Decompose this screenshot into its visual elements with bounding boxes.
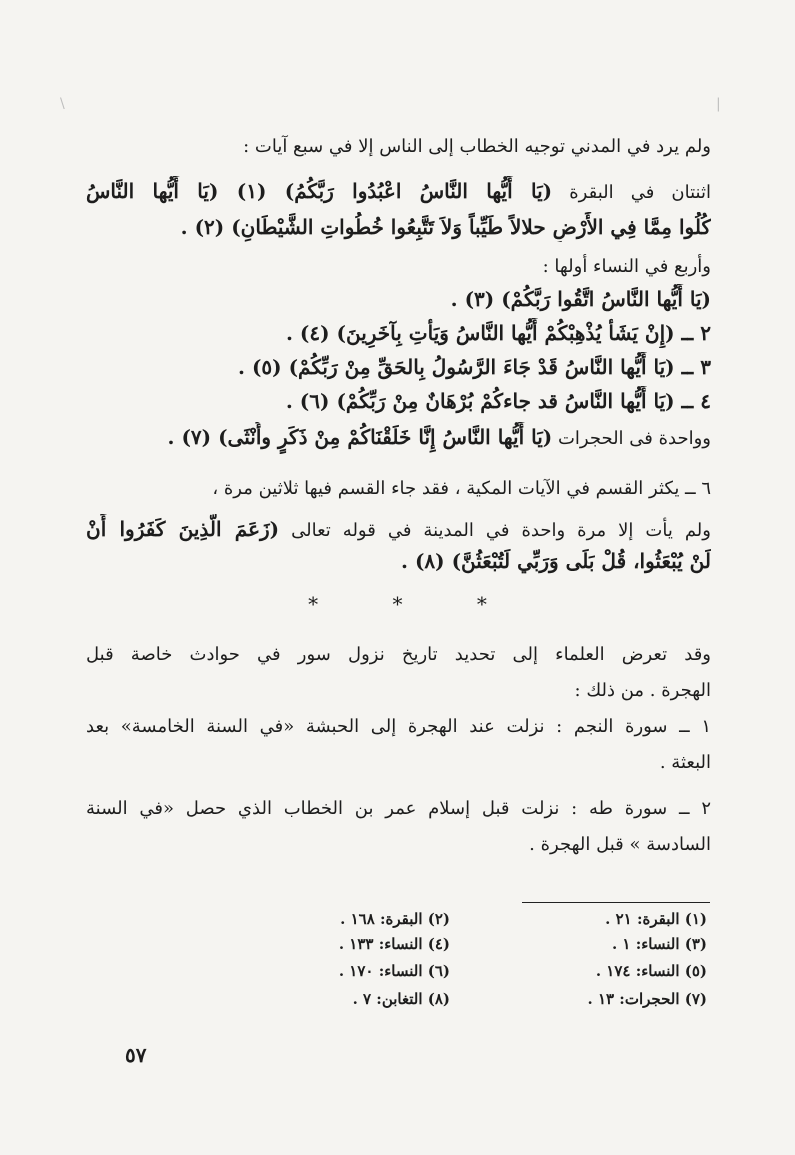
text-line: الهجرة . من ذلك : <box>574 680 711 701</box>
quran-verse: ٣ ــ (يَا أَيُّها النَّاسُ قَدْ جَاءَ الرَّسُولُ بِالحَقِّ مِنْ رَبِّكُمْ) (٥) . <box>238 355 711 379</box>
text-segment: ولم يأت إلا مرة واحدة في المدينة في قوله تعالى <box>291 520 711 541</box>
footnote: (٦) النساء: ١٧٠ . <box>338 962 450 980</box>
quran-verse: (زَعَمَ الَّذِينَ كَفَرُوا أَنْ <box>86 517 280 541</box>
footnote: (٤) النساء: ١٣٣ . <box>338 935 450 953</box>
quran-verse: لَنْ يُبْعَثُوا، قُلْ بَلَى وَرَبِّي لَتُبْعَثُنَّ) (٨) . <box>401 549 711 573</box>
text-segment: اثنتان في البقرة <box>569 182 711 203</box>
text-line: ١ ــ سورة النجم : نزلت عند الهجرة إلى الحبشة «في السنة الخامسة» بعد <box>86 716 711 737</box>
footnote-separator <box>522 902 710 903</box>
footnote: (٢) البقرة: ١٦٨ . <box>340 910 450 928</box>
quran-verse: ٢ ــ (إِنْ يَشَأْ يُذْهِبْكُمْ أَيُّها النَّاسُ وَيَأْتِ بِآخَرِينَ) (٤) . <box>285 321 711 345</box>
text-line: وقد تعرض العلماء إلى تحديد تاريخ نزول سور في حوادث خاصة قبل <box>86 644 711 665</box>
footnote: (٥) النساء: ١٧٤ . <box>595 962 707 980</box>
text-line: السادسة » قبل الهجرة . <box>529 834 711 855</box>
text-line: وأربع في النساء أولها : <box>542 256 711 277</box>
page-speck: \ <box>60 96 65 112</box>
footnote: (٣) النساء: ١ . <box>611 935 707 953</box>
text-line: ٦ ــ يكثر القسم في الآيات المكية ، فقد جاء القسم فيها ثلاثين مرة ، <box>212 478 711 499</box>
section-divider: * * * <box>308 592 521 616</box>
quran-verse: (يَا أَيُّها النَّاسُ اتَّقُوا رَبَّكُمْ) (٣) . <box>450 287 711 311</box>
footnote: (١) البقرة: ٢١ . <box>605 910 707 928</box>
footnote: (٨) التغابن: ٧ . <box>352 990 450 1008</box>
text-line <box>86 422 711 454</box>
quran-verse: كُلُوا مِمَّا فِي الأَرْضِ حلالاً طَيِّباً وَلاَ تَتَّبِعُوا خُطُواتِ الشَّيْطَانِ) (٢) . <box>180 215 711 239</box>
text-line <box>86 514 711 546</box>
quran-verse: ٤ ــ (يَا أَيُّها النَّاسُ قد جاءكُمْ بُرْهَانٌ مِنْ رَبِّكُمْ) (٦) . <box>285 389 711 413</box>
text-segment: وواحدة فى الحجرات <box>557 428 711 449</box>
text-line: ولم يرد في المدني توجيه الخطاب إلى الناس إلا في سبع آيات : <box>243 136 711 157</box>
quran-verse: (يَا أَيُّها النَّاسُ إِنَّا خَلَقْنَاكُمْ مِنْ ذَكَرٍ وأُنْثَى) (٧) . <box>167 425 553 449</box>
text-line: البعثة . <box>659 752 711 773</box>
text-line: ٢ ــ سورة طه : نزلت قبل إسلام عمر بن الخطاب الذي حصل «في السنة <box>86 798 711 819</box>
footnote: (٧) الحجرات: ١٣ . <box>587 990 707 1008</box>
quran-verse: (يَا أَيُّها النَّاسُ اعْبُدُوا رَبَّكُمُ) (١) (يَا أَيُّها النَّاسُ <box>86 179 553 203</box>
page-speck: | <box>716 96 721 112</box>
text-line <box>86 176 711 208</box>
page-number: ٥٧ <box>125 1043 147 1067</box>
